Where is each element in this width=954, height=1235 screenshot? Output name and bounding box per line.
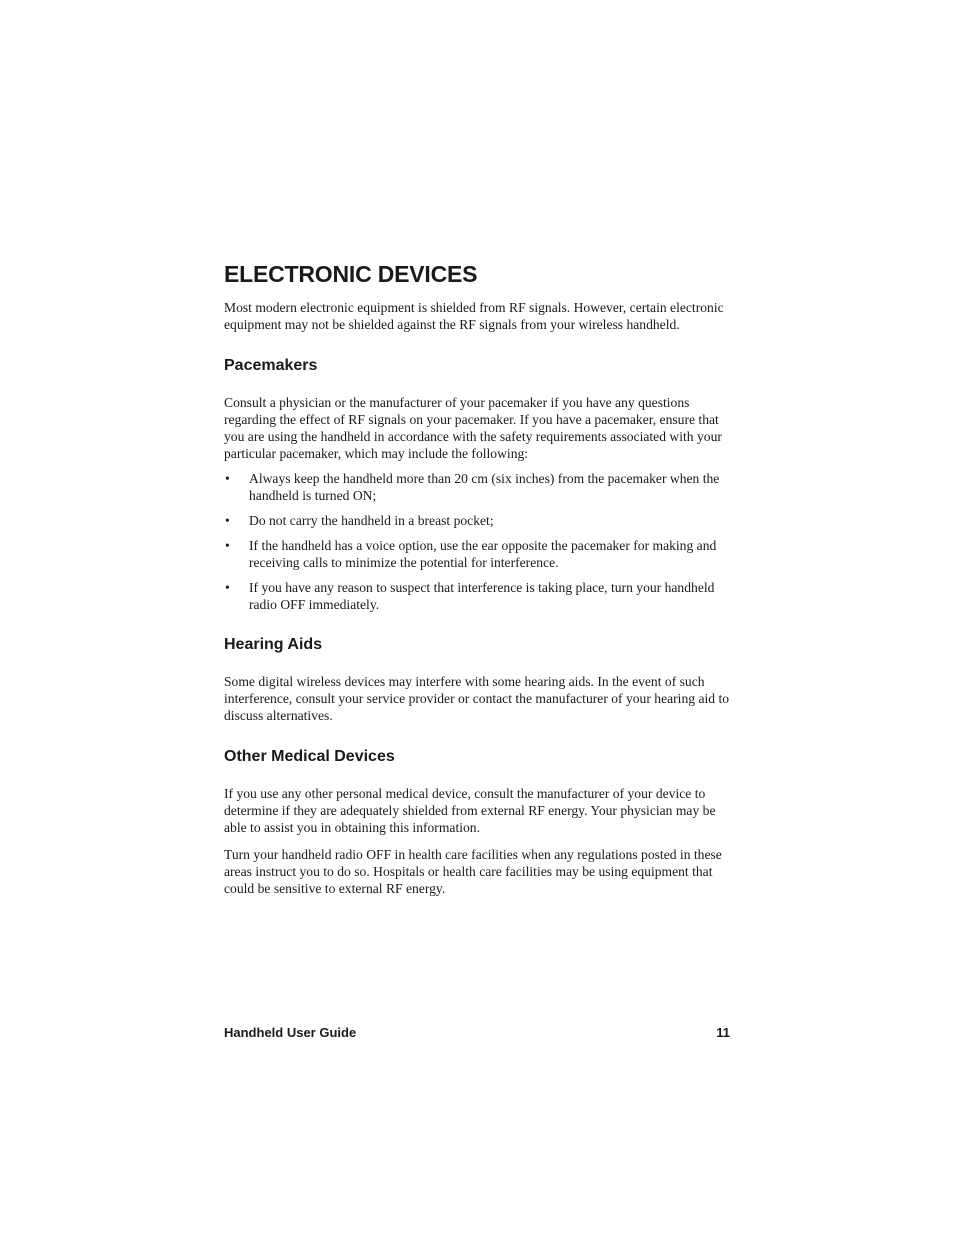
bullet-icon: • bbox=[225, 471, 230, 486]
other-medical-paragraph-1: If you use any other personal medical device, consult the manufacturer of your device to determine if they are adequately shielded from external RF energy. Your physician may be able to assist you in obtaining this information. bbox=[224, 786, 716, 835]
list-item bbox=[224, 579, 730, 613]
pacemakers-bullet-list bbox=[224, 470, 730, 613]
list-item-text: Always keep the handheld more than 20 cm (six inches) from the pacemaker when the handheld is turned ON; bbox=[249, 471, 720, 503]
page-content bbox=[224, 258, 730, 897]
page-title: ELECTRONIC DEVICES bbox=[224, 261, 478, 287]
intro-paragraph: Most modern electronic equipment is shielded from RF signals. However, certain electronic equipment may not be shielded against the RF signals from your wireless handheld. bbox=[224, 300, 724, 332]
pacemakers-paragraph: Consult a physician or the manufacturer of your pacemaker if you have any questions regarding the effect of RF signals on your pacemaker. If you have a pacemaker, ensure that you are using the handheld in accordance with the safety requirements associated with your particular pacemaker, which may include the following: bbox=[224, 395, 722, 461]
bullet-icon: • bbox=[225, 580, 230, 595]
section-heading-other-medical-devices: Other Medical Devices bbox=[224, 748, 395, 765]
bullet-icon: • bbox=[225, 513, 230, 528]
list-item-text: Do not carry the handheld in a breast pocket; bbox=[249, 513, 494, 528]
other-medical-paragraph-2: Turn your handheld radio OFF in health care facilities when any regulations posted in these areas instruct you to do so. Hospitals or health care facilities may be using equipment that could be sensitive to external RF energy. bbox=[224, 847, 722, 896]
list-item bbox=[224, 512, 730, 529]
section-heading-hearing-aids: Hearing Aids bbox=[224, 636, 323, 653]
hearing-aids-paragraph: Some digital wireless devices may interfere with some hearing aids. In the event of such interference, consult your service provider or contact the manufacturer of your hearing aid to discuss alternatives. bbox=[224, 674, 730, 723]
list-item-text: If you have any reason to suspect that interference is taking place, turn your handheld radio OFF immediately. bbox=[249, 580, 715, 612]
page-footer bbox=[224, 1024, 730, 1042]
list-item-text: If the handheld has a voice option, use the ear opposite the pacemaker for making and receiving calls to minimize the potential for interference. bbox=[249, 538, 717, 570]
section-heading-pacemakers: Pacemakers bbox=[224, 357, 318, 374]
list-item bbox=[224, 470, 730, 504]
footer-page-number: 11 bbox=[716, 1025, 730, 1040]
footer-guide-title: Handheld User Guide bbox=[224, 1025, 357, 1040]
list-item bbox=[224, 537, 730, 571]
bullet-icon: • bbox=[225, 538, 230, 553]
